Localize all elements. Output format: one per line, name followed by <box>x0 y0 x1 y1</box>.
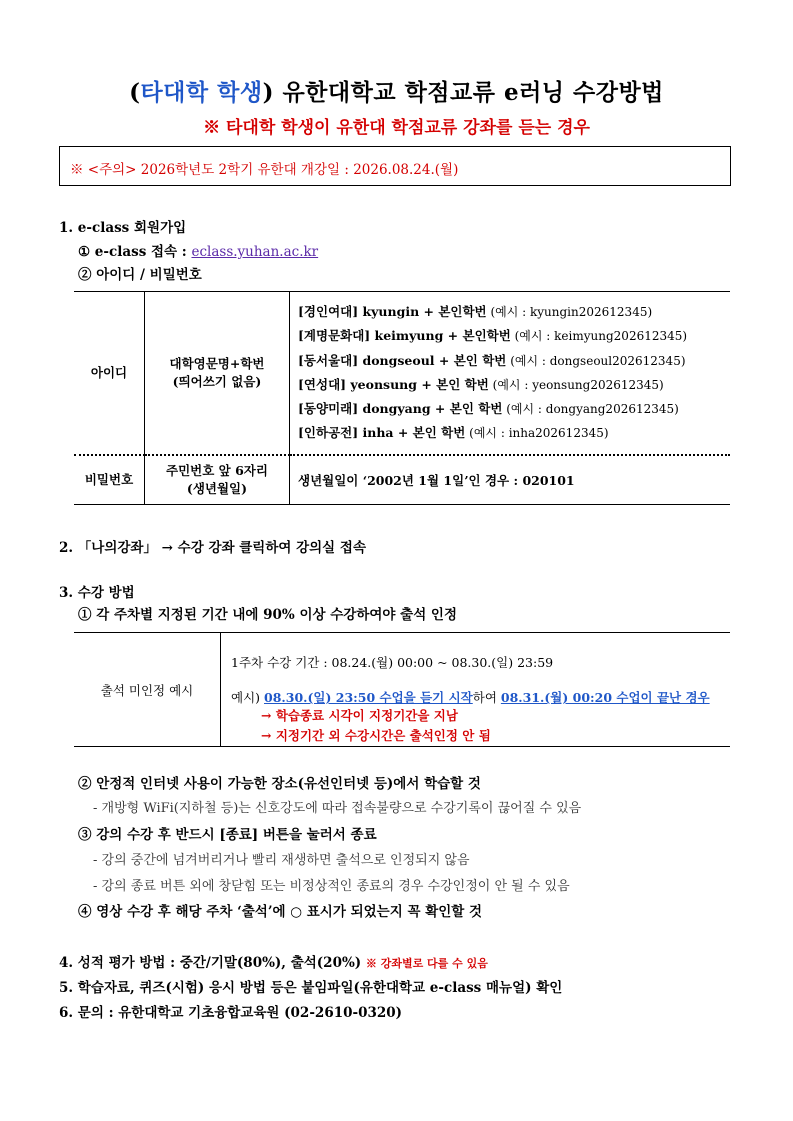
id-example-sample: (예시 : inha202612345) <box>465 426 609 441</box>
id-rule <box>145 292 290 455</box>
attendance-example-table <box>74 632 730 747</box>
section3-item1: ① 각 주차별 지정된 기간 내에 90% 이상 수강하여야 출석 인정 <box>78 607 458 623</box>
attendance-example-content <box>221 633 731 747</box>
id-rule-line1: 대학영문명+학번 <box>169 355 265 371</box>
notice-box <box>59 146 731 186</box>
id-example-row <box>298 397 730 421</box>
page-subtitle: ※ 타대학 학생이 유한대 학점교류 강좌를 듣는 경우 <box>203 118 590 138</box>
example-mid: 하여 <box>472 690 501 705</box>
id-example-sample: (예시 : keimyung202612345) <box>510 329 688 344</box>
id-example-main: [동양미래] dongyang + 본인 학번 <box>298 401 503 417</box>
attendance-example-row <box>74 633 730 747</box>
example-prefix: 예시) <box>231 690 265 705</box>
section6: 6. 문의 : 유한대학교 기초융합교육원 (02-2610-0320) <box>59 1005 403 1021</box>
password-example: 생년월일이 ‘2002년 1월 1일’인 경우 : 020101 <box>290 455 731 505</box>
id-example-row <box>298 300 730 324</box>
example-start: 08.30.(일) 23:50 수업을 듣기 시작 <box>264 690 473 705</box>
id-examples <box>290 292 731 455</box>
id-example-main: [연성대] yeonsung + 본인 학번 <box>298 376 489 392</box>
example-line <box>231 688 730 706</box>
id-example-sample: (예시 : yeonsung202612345) <box>488 377 664 392</box>
eclass-access-label: ① e-class 접속 : <box>78 244 192 260</box>
id-example-main: [경인여대] kyungin + 본인학번 <box>298 304 487 319</box>
password-rule-line2: (생년월일) <box>186 480 248 496</box>
title-highlight: 타대학 학생 <box>140 79 263 106</box>
section3-item4: ④ 영상 수강 후 해당 주차 ‘출석’에 ○ 표시가 되었는지 꼭 확인할 것 <box>78 904 483 920</box>
id-password-table <box>74 291 730 505</box>
section3-item3-sub2: - 강의 종료 버튼 외에 창닫힘 또는 비정상적인 종료의 경우 수강인정이 안 될 수 있음 <box>93 879 570 894</box>
id-example-row <box>298 421 730 445</box>
id-example-main: [인하공전] inha + 본인 학번 <box>298 425 466 441</box>
id-example-sample: (예시 : dongseoul202612345) <box>506 353 686 368</box>
section4 <box>59 951 488 971</box>
section3-item3-sub1: - 강의 중간에 넘겨버리거나 빨리 재생하면 출석으로 인정되지 않음 <box>93 853 470 868</box>
title-rest: ) 유한대학교 학점교류 e러닝 수강방법 <box>262 79 664 106</box>
example-note2: → 지정기간 외 수강시간은 출석인정 안 됨 <box>261 728 491 743</box>
id-example-main: [계명문화대] keimyung + 본인학번 <box>298 328 511 344</box>
section4-note: ※ 강좌별로 다를 수 있음 <box>365 957 488 970</box>
attendance-example-label: 출석 미인정 예시 <box>74 633 221 747</box>
password-label: 비밀번호 <box>74 455 145 505</box>
id-label: 아이디 <box>74 292 145 455</box>
section3-item3: ③ 강의 수강 후 반드시 [종료] 버튼을 눌러서 종료 <box>78 827 377 843</box>
section5: 5. 학습자료, 퀴즈(시험) 응시 방법 등은 붙임파일(유한대학교 e-class 매뉴얼) 확인 <box>59 980 563 996</box>
section2-heading: 2. 「나의강좌」 → 수강 강좌 클릭하여 강의실 접속 <box>59 540 367 556</box>
id-example-row <box>298 324 730 348</box>
title-paren: ( <box>129 79 141 106</box>
week1-period: 1주차 수강 기간 : 08.24.(월) 00:00 ~ 08.30.(일) 23:59 <box>231 655 554 670</box>
notice-text: ※ <주의> 2026학년도 2학기 유한대 개강일 : 2026.08.24.(월) <box>70 162 459 178</box>
id-example-sample: (예시 : kyungin202612345) <box>486 305 653 319</box>
password-row <box>74 455 730 505</box>
password-rule <box>145 455 290 505</box>
section1-heading: 1. e-class 회원가입 <box>59 220 187 236</box>
section3-heading: 3. 수강 방법 <box>59 585 135 601</box>
section1-item1 <box>78 240 318 260</box>
id-example-row <box>298 349 730 373</box>
id-example-main: [동서울대] dongseoul + 본인 학번 <box>298 352 507 368</box>
eclass-link[interactable]: eclass.yuhan.ac.kr <box>191 244 319 260</box>
section4-main: 4. 성적 평가 방법 : 중간/기말(80%), 출석(20%) <box>59 955 366 971</box>
password-rule-line1: 주민번호 앞 6자리 <box>166 462 268 478</box>
id-example-sample: (예시 : dongyang202612345) <box>502 402 679 417</box>
id-example-row <box>298 373 730 397</box>
page-title <box>0 74 793 107</box>
id-row <box>74 292 730 455</box>
section3-item2-sub: - 개방형 WiFi(지하철 등)는 신호강도에 따라 접속불량으로 수강기록이 끊어질 수 있음 <box>93 801 582 816</box>
example-end: 08.31.(월) 00:20 수업이 끝난 경우 <box>500 690 710 705</box>
example-note1: → 학습종료 시각이 지정기간을 지남 <box>261 708 458 723</box>
id-rule-line2: (띄어쓰기 없음) <box>172 373 262 389</box>
section1-item2: ② 아이디 / 비밀번호 <box>78 267 202 283</box>
section3-item2: ② 안정적 인터넷 사용이 가능한 장소(유선인터넷 등)에서 학습할 것 <box>78 776 481 792</box>
